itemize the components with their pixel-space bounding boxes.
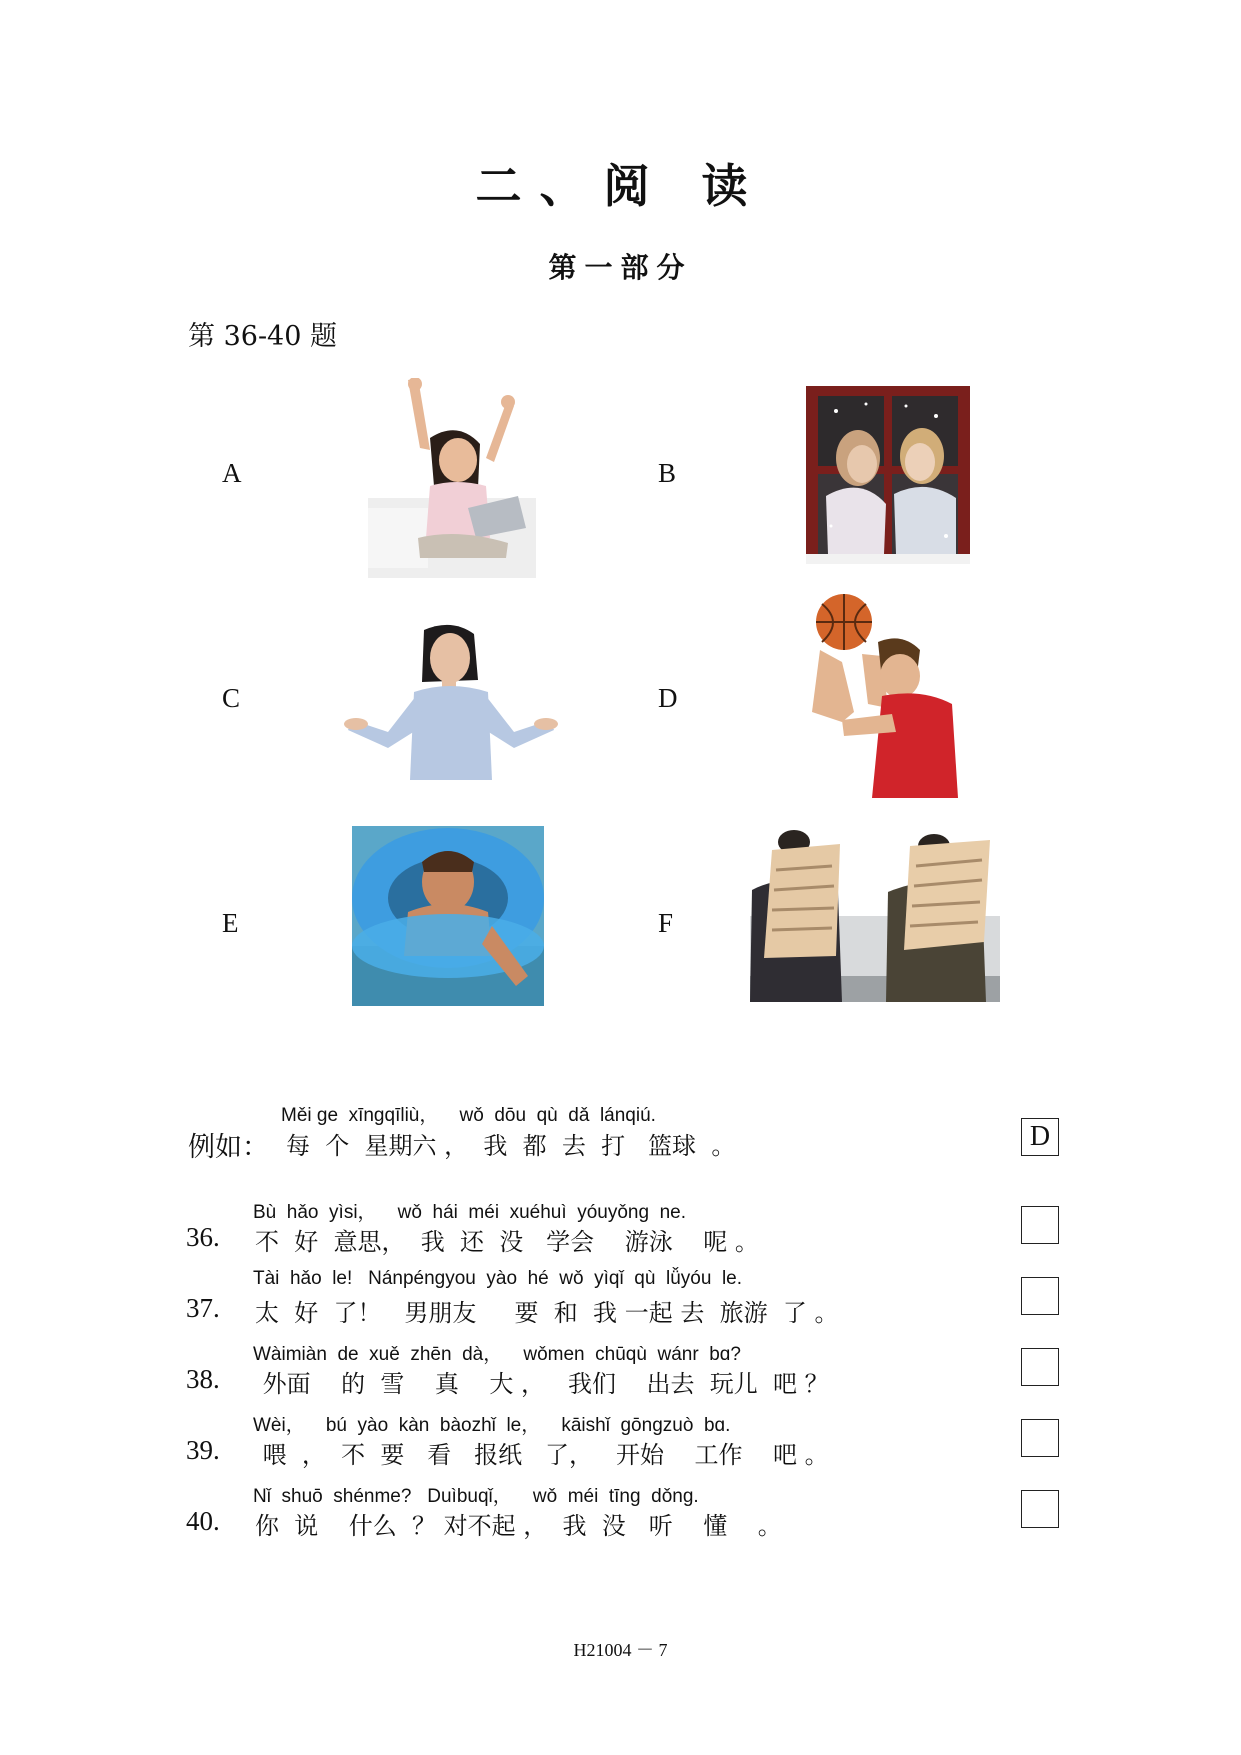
option-letter-c: C [222,683,241,713]
question-38-number: 38. [186,1364,220,1394]
woman-celebrating-laptop-photo [368,378,536,578]
section-title: 二、阅 读 [475,159,766,213]
boy-in-swim-ring-photo [352,826,544,1006]
example-label: 例如： [188,1132,269,1163]
question-37-answer-box[interactable] [1021,1277,1059,1315]
option-letter-a: A [222,458,242,488]
example-hanzi: 每 个 星期六 ， 我 都 去 打 篮球 。 [286,1132,736,1160]
option-letter-b: B [658,458,677,488]
option-letter-f: F [658,908,674,938]
page-footer: H21004 － 7 [573,1640,668,1660]
question-36-answer-box[interactable] [1021,1206,1059,1244]
question-range: 第 36-40 题 [188,321,338,352]
question-40-answer-box[interactable] [1021,1490,1059,1528]
question-40-pinyin: Nǐ shuō shénme? Duìbuqǐ， wǒ méi tīng dǒng. [253,1486,699,1507]
question-39-number: 39. [186,1435,220,1465]
man-shooting-basketball-photo [802,592,964,798]
question-37-number: 37. [186,1293,220,1323]
question-38-answer-box[interactable] [1021,1348,1059,1386]
question-40-number: 40. [186,1506,220,1536]
example-pinyin: Měi ge xīngqīliù， wǒ dōu qù dǎ lánqiú. [281,1105,656,1126]
question-39-answer-box[interactable] [1021,1419,1059,1457]
men-reading-newspapers-photo [750,830,1000,1002]
question-36-hanzi: 不 好 意思， 我 还 没 学会 游泳 呢 。 [255,1228,759,1256]
example-answer-box: D [1021,1118,1059,1156]
question-38-pinyin: Wàimiàn de xuě zhēn dà， wǒmen chūqù wánr bɑ? [253,1344,741,1365]
question-39-pinyin: Wèi， bú yào kàn bàozhǐ le， kāishǐ gōngzuò bɑ. [253,1415,731,1436]
option-letter-e: E [222,908,239,938]
option-letter-d: D [658,683,678,713]
woman-shrugging-photo [342,620,560,780]
question-38-hanzi: 外面 的 雪 真 大 ， 我们 出去 玩儿 吧 ？ [255,1370,829,1398]
question-37-pinyin: Tài hǎo le! Nánpéngyou yào hé wǒ yìqǐ qù lǚyóu le. [253,1268,743,1289]
question-39-hanzi: 喂 ， 不 要 看 报纸 了， 开始 工作 吧 。 [255,1441,829,1469]
girls-at-snowy-window-photo [806,386,970,564]
question-36-number: 36. [186,1222,220,1252]
question-40-hanzi: 你 说 什么 ？ 对不起 ， 我 没 听 懂 。 [255,1512,782,1540]
question-36-pinyin: Bù hǎo yìsi， wǒ hái méi xuéhuì yóuyǒng ne. [253,1202,687,1223]
question-37-hanzi: 太 好 了！ 男朋友 要 和 我 一起 去 旅游 了 。 [255,1299,839,1327]
part-title: 第一部分 [548,251,693,284]
